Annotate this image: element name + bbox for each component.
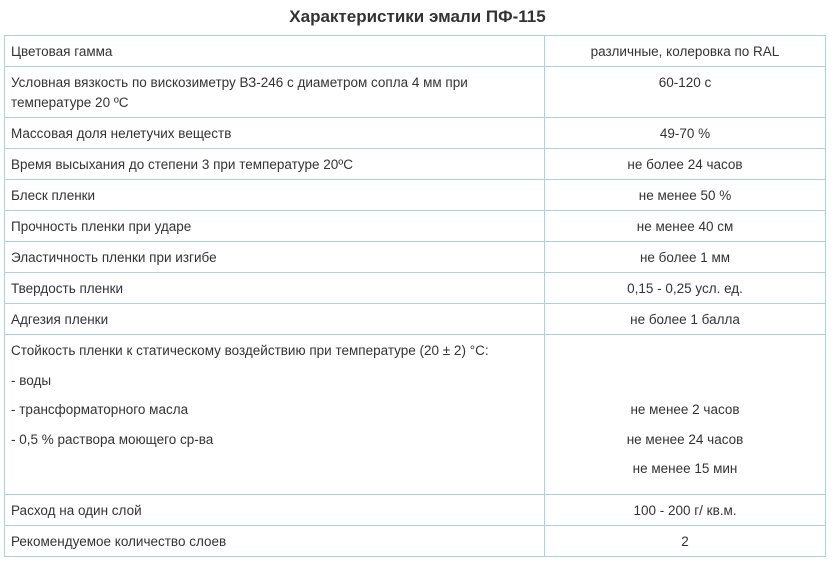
row-name: Твердость пленки: [5, 273, 545, 304]
row-value: 2: [545, 526, 826, 557]
row-value: не более 1 мм: [545, 242, 826, 273]
row-value: 49-70 %: [545, 118, 826, 149]
table-row: [5, 118, 826, 149]
table-row-resistance: [5, 335, 826, 495]
resistance-value-oil: не менее 24 часов: [626, 431, 744, 447]
row-name: Эластичность пленки при изгибе: [5, 242, 545, 273]
row-value: не менее 50 %: [545, 180, 826, 211]
row-value: 60-120 с: [545, 67, 826, 118]
row-name: Адгезия пленки: [5, 304, 545, 335]
resistance-item-oil: - трансформаторного масла: [11, 402, 189, 417]
table-row: [5, 242, 826, 273]
row-value: различные, колеровка по RAL: [545, 36, 826, 67]
resistance-values: [545, 335, 826, 495]
table-row: [5, 273, 826, 304]
resistance-heading: Стойкость пленки к статическому воздействию при температуре (20 ± 2) °С:: [11, 343, 489, 358]
page-title: Характеристики эмали ПФ-115: [289, 7, 546, 26]
resistance-value-detergent: не менее 15 мин: [632, 461, 738, 476]
row-name: Массовая доля нелетучих веществ: [5, 118, 545, 149]
table-row: [5, 67, 826, 118]
resistance-item-detergent: - 0,5 % раствора моющего ср-ва: [11, 431, 214, 447]
resistance-item-water: - воды: [11, 372, 52, 388]
row-name: Блеск пленки: [5, 180, 545, 211]
row-value: 0,15 - 0,25 усл. ед.: [545, 273, 826, 304]
row-name: Цветовая гамма: [5, 36, 545, 67]
spec-table: [4, 35, 826, 557]
row-name: Рекомендуемое количество слоев: [5, 526, 545, 557]
row-name: Расход на один слой: [5, 495, 545, 526]
row-value: не менее 40 см: [545, 211, 826, 242]
row-value: 100 - 200 г/ кв.м.: [545, 495, 826, 526]
resistance-value-water: не менее 2 часов: [630, 402, 740, 417]
table-row: [5, 495, 826, 526]
row-name: Прочность пленки при ударе: [5, 211, 545, 242]
table-row: [5, 211, 826, 242]
row-value: не более 1 балла: [545, 304, 826, 335]
resistance-name: [5, 335, 545, 495]
row-name: Условная вязкость по вискозиметру ВЗ-246 с диаметром сопла 4 мм при температуре 20 ºС: [5, 67, 545, 118]
row-name: Время высыхания до степени 3 при температуре 20ºС: [5, 149, 545, 180]
row-value: не более 24 часов: [545, 149, 826, 180]
table-row: [5, 304, 826, 335]
table-row: [5, 526, 826, 557]
table-row: [5, 149, 826, 180]
table-row: [5, 180, 826, 211]
table-row: [5, 36, 826, 67]
